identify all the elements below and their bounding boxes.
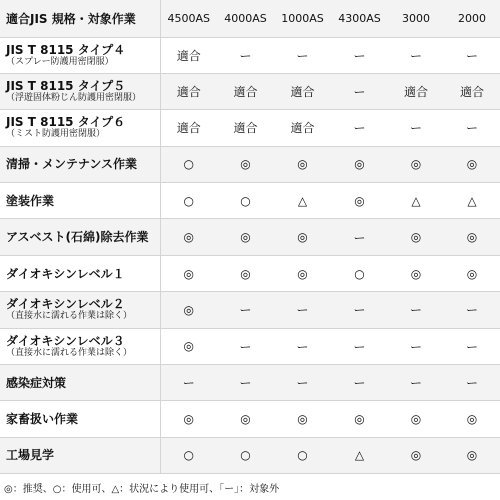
table-cell: ー	[274, 328, 331, 364]
table-cell: △	[274, 183, 331, 219]
table-cell: ◎	[388, 255, 444, 291]
row-header	[0, 401, 160, 437]
row-label: ダイオキシンレベル３	[6, 333, 125, 348]
table-cell: ◎	[217, 401, 274, 437]
table-cell: 適合	[160, 73, 217, 109]
table-cell: ◎	[274, 255, 331, 291]
table-cell: ー	[217, 365, 274, 401]
table-row	[0, 255, 500, 291]
table-cell: 適合	[160, 110, 217, 146]
row-header	[0, 183, 160, 219]
table-cell: ◎	[160, 328, 217, 364]
table-cell: ○	[160, 146, 217, 182]
table-cell: ◎	[444, 219, 500, 255]
table-cell: ◎	[331, 146, 388, 182]
table-cell: ○	[274, 437, 331, 473]
table-cell: ○	[160, 437, 217, 473]
table-cell: ー	[388, 365, 444, 401]
row-header	[0, 219, 160, 255]
table-cell: ○	[331, 255, 388, 291]
row-label: 清掃・メンテナンス作業	[6, 157, 138, 172]
column-header-4300as: 4300AS	[331, 0, 388, 37]
table-cell: ー	[217, 292, 274, 328]
table-cell: 適合	[160, 37, 217, 73]
table-cell: ー	[331, 292, 388, 328]
table-cell: ◎	[274, 146, 331, 182]
row-sublabel: （浮遊固体粉じん防護用密閉服）	[6, 93, 142, 104]
corner-label: 適合JIS 規格・対象作業	[0, 0, 160, 37]
row-header	[0, 146, 160, 182]
table-cell: ー	[274, 292, 331, 328]
row-header	[0, 37, 160, 73]
table-cell: 適合	[274, 110, 331, 146]
table-cell: 適合	[217, 110, 274, 146]
table-cell: ◎	[274, 401, 331, 437]
table-cell: ー	[160, 365, 217, 401]
table-cell: 適合	[388, 73, 444, 109]
row-header	[0, 365, 160, 401]
table-cell: ー	[388, 328, 444, 364]
table-row	[0, 37, 500, 73]
table-cell: ◎	[444, 146, 500, 182]
table-cell: ー	[444, 328, 500, 364]
table-cell: ○	[217, 437, 274, 473]
table-cell: ◎	[388, 146, 444, 182]
table-row	[0, 437, 500, 473]
table-row	[0, 328, 500, 364]
table-cell: ー	[388, 37, 444, 73]
row-label: アスベスト(石綿)除去作業	[6, 230, 149, 245]
table-row	[0, 219, 500, 255]
table-cell: ー	[331, 219, 388, 255]
table-cell: ◎	[331, 401, 388, 437]
table-row	[0, 401, 500, 437]
table-cell: ◎	[444, 401, 500, 437]
row-label: ダイオキシンレベル１	[6, 266, 125, 281]
row-header	[0, 437, 160, 473]
table-cell: ◎	[274, 219, 331, 255]
table-cell: ー	[331, 328, 388, 364]
table-cell: ー	[331, 365, 388, 401]
row-sublabel: （スプレー防護用密閉服）	[6, 56, 114, 67]
table-cell: ◎	[388, 401, 444, 437]
row-label: 感染症対策	[6, 375, 67, 390]
table-row	[0, 183, 500, 219]
table-cell: ー	[331, 37, 388, 73]
row-label: JIS T 8115 タイプ４	[6, 42, 126, 57]
row-sublabel: （直接水に濡れる作業は除く）	[6, 347, 133, 358]
table-cell: ー	[274, 37, 331, 73]
table-cell: ◎	[217, 219, 274, 255]
row-header	[0, 73, 160, 109]
table-cell: ー	[444, 292, 500, 328]
table-cell: ◎	[444, 437, 500, 473]
table-cell: 適合	[274, 73, 331, 109]
column-header-3000: 3000	[388, 0, 444, 37]
row-header	[0, 110, 160, 146]
table-cell: ー	[274, 365, 331, 401]
table-cell: ◎	[444, 255, 500, 291]
table-cell: △	[388, 183, 444, 219]
table-row	[0, 292, 500, 328]
table-cell: ○	[160, 183, 217, 219]
table-cell: 適合	[444, 73, 500, 109]
table-cell: ◎	[217, 146, 274, 182]
table-cell: ー	[444, 110, 500, 146]
table-cell: ー	[444, 37, 500, 73]
table-cell: 適合	[217, 73, 274, 109]
table-cell: ー	[217, 328, 274, 364]
table-cell: ◎	[217, 255, 274, 291]
row-label: 家畜扱い作業	[6, 412, 79, 427]
table-body	[0, 37, 500, 474]
table-row	[0, 146, 500, 182]
table-cell: △	[331, 437, 388, 473]
table-cell: ◎	[160, 401, 217, 437]
column-header-1000as: 1000AS	[274, 0, 331, 37]
table-cell: ー	[388, 292, 444, 328]
table-row	[0, 73, 500, 109]
table-cell: ◎	[388, 437, 444, 473]
row-label: JIS T 8115 タイプ６	[6, 115, 126, 130]
table-row	[0, 110, 500, 146]
table-cell: ◎	[160, 219, 217, 255]
table-cell: △	[444, 183, 500, 219]
legend-note: ◎：推奨、○：使用可、△：状況により使用可、「ー」：対象外	[4, 484, 280, 495]
row-header	[0, 255, 160, 291]
table-cell: ◎	[160, 292, 217, 328]
table-row	[0, 365, 500, 401]
row-sublabel: （ミスト防護用密閉服）	[6, 129, 106, 140]
row-header	[0, 328, 160, 364]
column-header-4000as: 4000AS	[217, 0, 274, 37]
row-sublabel: （直接水に濡れる作業は除く）	[6, 311, 133, 322]
header-row	[0, 0, 500, 37]
column-header-4500as: 4500AS	[160, 0, 217, 37]
table-cell: ◎	[331, 183, 388, 219]
column-header-2000: 2000	[444, 0, 500, 37]
row-label: JIS T 8115 タイプ５	[6, 79, 126, 94]
table-cell: ー	[217, 37, 274, 73]
row-header	[0, 292, 160, 328]
row-label: 工場見学	[6, 448, 55, 463]
row-label: 塗装作業	[6, 193, 55, 208]
table-cell: ー	[444, 365, 500, 401]
table-cell: ○	[217, 183, 274, 219]
table-cell: ー	[331, 73, 388, 109]
table-cell: ◎	[160, 255, 217, 291]
table-cell: ◎	[388, 219, 444, 255]
table-cell: ー	[331, 110, 388, 146]
table-cell: ー	[388, 110, 444, 146]
row-label: ダイオキシンレベル２	[6, 297, 125, 312]
